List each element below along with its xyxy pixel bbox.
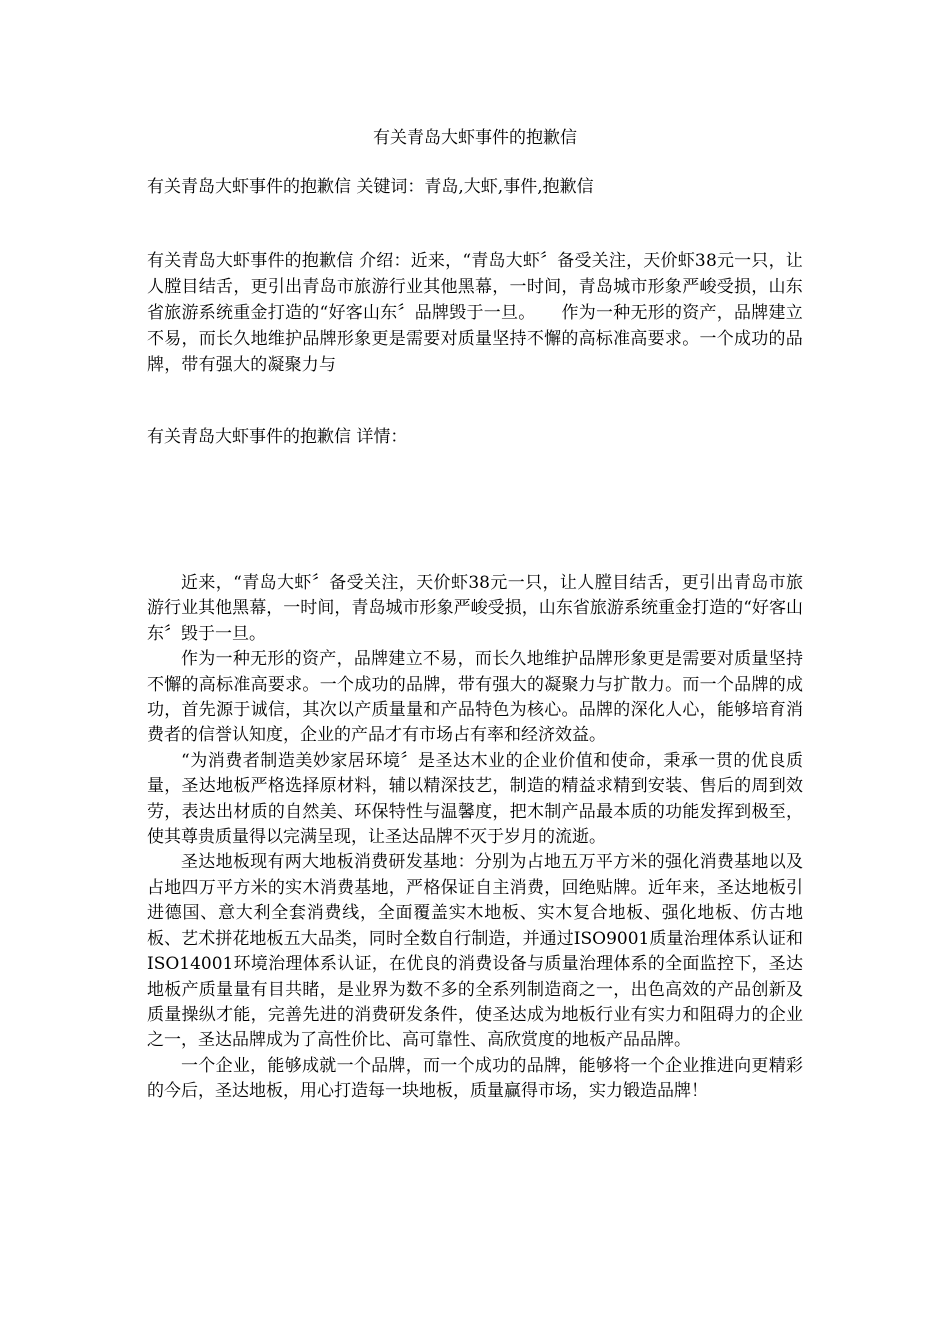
paragraph: 一个企业，能够成就一个品牌，而一个成功的品牌，能够将一个企业推进向更精彩的今后，圣达地板，用心打造每一块地板，质量赢得市场，实力锻造品牌！ [147,1055,803,1102]
paragraph: “为消费者制造美妙家居环境〞是圣达木业的企业价值和使命，秉承一贯的优良质量，圣达地板严格选择原材料，辅以精深技艺，制造的精益求精到安装、售后的周到效劳，表达出材质的自然美、环保特性与温馨度，把木制产品最本质的功能发挥到极至，使其尊贵质量得以完满呈现，让圣达品牌不灭于岁月的流逝。 [147,750,803,848]
intro-text: 有关青岛大虾事件的抱歉信 介绍：近来，“青岛大虾〞备受关注，天价虾38元一只，让人膛目结舌，更引出青岛市旅游行业其他黑幕，一时间，青岛城市形象严峻受损，山东省旅游系统重金打造的“好客山东〞品牌毁于一旦。 作为一种无形的资产，品牌建立不易，而长久地维护品牌形象更是需要对质量坚持不懈的高标准高要求。一个成功的品牌，带有强大的凝聚力与 [147,251,803,375]
paragraph: 近来，“青岛大虾〞备受关注，天价虾38元一只，让人膛目结舌，更引出青岛市旅游行业其他黑幕，一时间，青岛城市形象严峻受损，山东省旅游系统重金打造的“好客山东〞毁于一旦。 [147,573,803,644]
body-text [147,571,803,1105]
paragraph: 作为一种无形的资产，品牌建立不易，而长久地维护品牌形象更是需要对质量坚持不懈的高标准高要求。一个成功的品牌，带有强大的凝聚力与扩散力。而一个品牌的成功，首先源于诚信，其次以产质量量和产品特色为核心。品牌的深化人心，能够培育消费者的信誉认知度，企业的产品才有市场占有率和经济效益。 [147,649,803,746]
document-title: 有关青岛大虾事件的抱歉信 [373,128,577,148]
paragraph: 圣达地板现有两大地板消费研发基地：分别为占地五万平方米的强化消费基地以及占地四万平方米的实木消费基地，严格保证自主消费，回绝贴牌。近年来，圣达地板引进德国、意大利全套消费线，全面覆盖实木地板、实木复合地板、强化地板、仿古地板、艺术拼花地板五大品类，同时全数自行制造，并通过ISO9001质量治理体系认证和ISO14001环境治理体系认证，在优良的消费设备与质量治理体系的全面监控下，圣达地板产质量量有目共睹，是业界为数不多的全系列制造商之一，出色高效的产品创新及质量操纵才能，完善先进的消费研发条件，使圣达成为地板行业有实力和阻碍力的企业之一，圣达品牌成为了高性价比、高可靠性、高欣赏度的地板产品品牌。 [147,852,803,1051]
details-label: 有关青岛大虾事件的抱歉信 详情： [147,427,408,447]
keywords-line: 有关青岛大虾事件的抱歉信 关键词：青岛,大虾,事件,抱歉信 [147,177,594,197]
